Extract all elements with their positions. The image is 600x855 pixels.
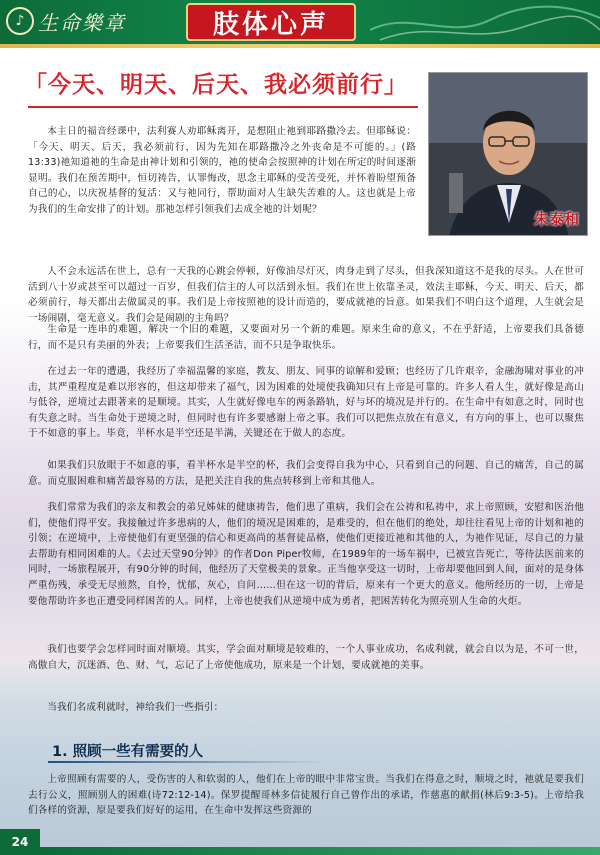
article-title: 「今天、明天、后天、我必须前行」 [24, 72, 408, 98]
header-swirl-decoration [370, 0, 600, 44]
logo-text: 生命樂章 [38, 10, 126, 35]
paragraph-4: 在过去一年的遭遇，我经历了幸福温馨的家庭，教友、朋友、同事的谅解和爱顾；也经历了几许艰辛，金融海啸对事业的冲击，其严重程度是难以形容的，但这却带来了福气，因为困难的处境使我确知只有上帝是可靠的。许多人看人生，就好像是高山与低谷，逆境过去跟著来的是顺境。其实，人生就好像电车的两条路轨，好与坏的境况是并行的。在生命中有如意之时，同时也有失意之时。当生命处于逆境之时，但同时也有许多要感谢上帝之事。我们可以把焦点放在有意义，有方向的事上，也可以聚焦于不如意的事上。毕竟，半杯水是半空还是半满，关键还在于做人的态度。 [28, 366, 584, 440]
logo-emblem-icon: ♪ [6, 7, 34, 35]
magazine-logo [6, 6, 146, 36]
paragraph-2: 人不会永远活在世上，总有一天我的心跳会停顿，好像油尽灯灭，肉身走到了尽头，但我深知道这不是我的尽头。人在世可活到八十岁或甚至可以超过一百岁，但我们信主的人可以活到永恒。我们在世上依靠圣灵，效法主耶稣，今天、明天、后天，都必须前行，每天都出去做属灵的事。我们是上帝按照祂的设计而造的，要成就祂的旨意。如果我们不明白这个道理，人生就会是一场闹剧，毫无意义。我们会是闹剧的主角吗？ [28, 266, 584, 324]
paragraph-3: 生命是一连串的难题，解决一个旧的难题，又要面对另一个新的难题。原来生命的意义，不在乎舒适，上帝要我们具备德行，而不是只有美丽的外表；上帝要我们生活圣洁，而不只是争取快乐。 [28, 324, 584, 351]
section-title: 肢体心声 [186, 3, 356, 41]
footer-bar [40, 847, 600, 855]
paragraph-8: 当我们名成利就时，神给我们一些指引： [47, 702, 224, 713]
subheading: 1. 照顾一些有需要的人 [52, 744, 204, 760]
paragraph-5: 如果我们只放眼于不如意的事，看半杯水是半空的杯，我们会变得自我为中心，只看到自己的问题、自己的痛苦，自己的属意。而克服困难和痛苦最容易的方法，是把关注自我的焦点转移到上帝和其他人。 [28, 460, 584, 487]
paragraph-6: 我们常常为我们的亲友和教会的弟兄姊妹的健康祷告，他们患了重病，我们会在公祷和私祷中，求上帝照顾，安慰和医治他们，使他们得平安。我接触过许多患病的人，他们的境况是困难的，是难受的，但在他们的绝处，却往往看见上帝的计划和祂的引领；在逆境中，上帝使他们有更坚强的信心和更高尚的基督徒品格，使他们更接近祂和其他的人，为祂作见证，尽自己的力量去帮助有相同困难的人。《去过天堂90分钟》的作者Don Piper牧师，在1989年的一场车祸中，已被宣告死亡，等待法医前来的同时，一场旅程展开，有90分钟的时间，他经历了天堂极美的景象。正当他享受这一切时，上帝却要他回到人间，面对的是身体严重伤残，承受无尽煎熬，自怜，忧郁，灰心，自问……但在这一切的背后，原来有一个更大的意义。他所经历的一切，上帝是要他帮助许多也正遭受同样困苦的人。同样，上帝也使我们从逆境中成为勇者，把困苦转化为照亮别人生命的火炬。 [28, 502, 584, 607]
page-header [0, 0, 600, 44]
author-name: 朱泰和 [533, 210, 579, 228]
paragraph-7: 我们也要学会怎样同时面对顺境。其实，学会面对顺境是较难的，一个人事业成功，名成利就，就会自以为是，不可一世，高傲自大，沉迷酒、色、财、气，忘记了上帝使他成功，原来是一个计划，要成就祂的美事。 [28, 644, 584, 671]
subheading-underline [48, 761, 328, 763]
paragraph-9: 上帝照顾有需要的人，受伤害的人和软弱的人，他们在上帝的眼中非常宝贵。当我们在得意之时，顺境之时，祂就是要我们去行公义，照顾别人的困难(诗72:12-14)。保罗提醒哥林多信徒履行自己曾作出的承诺，作慈惠的献捐(林后9:3-5)。上帝给我们各样的资源，原是要我们好好的运用，在生命中发挥这些资源的 [28, 774, 584, 817]
paragraph-1: 本主日的福音经课中，法利赛人劝耶稣离开，是想阻止祂到耶路撒冷去。但耶稣说：「今天、明天、后天，我必须前行，因为先知在耶路撒冷之外丧命是不可能的。」(路13:33)祂知道祂的生命是由神计划和引领的，祂的使命会按照神的计划在所定的时间逐渐显明。我们在预苦期中，恒切祷告，认罪悔改，思念主耶稣的受苦受死，并怀着盼望预备自己的心，以庆祝基督的复活：又与祂同行，帮助面对人生缺失苦难的人。这也就是上帝为我们的生命安排了的计划。那祂怎样引领我们去成全祂的计划呢？ [28, 126, 416, 215]
page-number: 24 [0, 829, 40, 855]
title-underline [28, 106, 418, 108]
author-photo [428, 72, 588, 236]
